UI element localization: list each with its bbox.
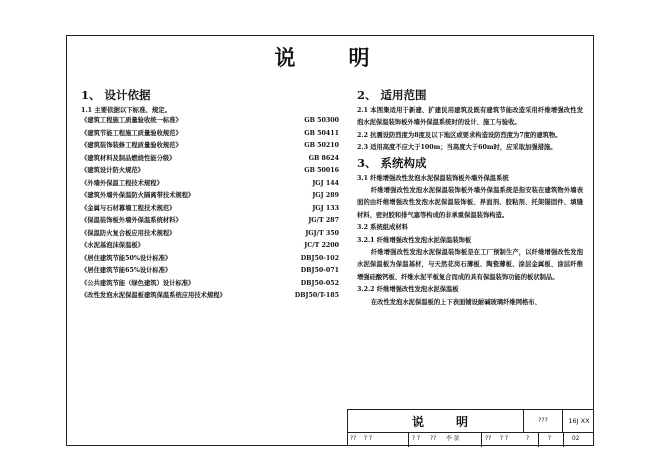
- standard-code: JGJ 133: [312, 204, 339, 212]
- standard-code: GB 50016: [304, 167, 339, 174]
- atlas-number: 16J XX: [568, 417, 590, 425]
- page-number: 02: [572, 436, 580, 442]
- standard-code: JC/T 2200: [304, 242, 339, 249]
- standard-row: [81, 153, 339, 166]
- title-block-name: 说 明: [412, 415, 479, 429]
- title-block-signature-row: [348, 432, 594, 447]
- standard-row: [81, 215, 339, 228]
- standard-name: 《外墙外保温工程技术规程》: [81, 179, 163, 187]
- tb-cell-check-label: ? ?: [412, 436, 420, 442]
- paragraph-3-2-title: 3.2 系统组成材料: [357, 224, 408, 232]
- tb-cell-checker-sign: ??: [430, 436, 437, 442]
- paragraph-3-2-2-body: 在改性发泡水泥保温板的上下表面铺设耐碱玻璃纤维网格布、: [370, 298, 541, 306]
- scope-column: [357, 88, 583, 309]
- paragraph-3-2-2-title: 3.2.2 纤维增强改性发泡水泥保温板: [357, 286, 459, 294]
- tb-cell-design-label: ??: [485, 436, 492, 442]
- standard-code: GB 50411: [304, 129, 339, 137]
- tb-cell-designer: 李 蕾: [446, 436, 460, 442]
- standard-name: 《居住建筑节能65%设计标准》: [81, 267, 172, 274]
- standard-name: 《建筑材料及制品燃烧性能分级》: [81, 154, 176, 162]
- standard-row: [81, 115, 339, 128]
- standard-code: DBJ50-052: [300, 279, 339, 287]
- tb-cell-page-label: ?: [548, 436, 552, 442]
- basis-intro: 1.1 主要依据以下标准、规定。: [81, 106, 172, 114]
- standards-list: [81, 115, 339, 303]
- standard-code: JGJ 144: [312, 179, 339, 187]
- paragraph-2-2: 2.2 抗震设防烈度为8度及以下地区或要求构造设防烈度为7度的建筑物。: [357, 131, 562, 139]
- standard-row: [81, 278, 339, 291]
- title-block-top-row: [348, 410, 594, 433]
- standard-row: [81, 290, 339, 303]
- standard-name: 《建筑工程施工质量验收统一标准》: [81, 117, 182, 124]
- standard-row: [81, 228, 339, 241]
- tb-cell-extra: ?: [526, 436, 530, 442]
- standard-code: GB 8624: [308, 154, 339, 162]
- drawing-sheet: [66, 35, 594, 446]
- standard-row: [81, 190, 339, 203]
- standard-row: [81, 203, 339, 216]
- standard-name: 《建筑节能工程施工质量验收规范》: [81, 129, 182, 137]
- standard-name: 《建筑外墙外保温防火隔离带技术规程》: [81, 192, 195, 199]
- title-block: [347, 409, 594, 446]
- standard-name: 《建筑设计防火规范》: [81, 167, 144, 174]
- paragraph-3-1-body: 纤维增强改性发泡水泥保温装饰板外墙外保温系统是指安装在建筑物外墙表面的由纤维增强改性发泡水泥保温装饰板、界面剂、胶粘剂、托架锚固件、填缝材料、密封胶和排气塞等构成的非承重保温装饰构造。: [357, 187, 583, 219]
- standard-name: 《保温防火复合板应用技术规程》: [81, 229, 176, 237]
- standard-code: GB 50210: [304, 142, 339, 149]
- standard-name: 《公共建筑节能（绿色建筑）设计标准》: [81, 279, 195, 287]
- standard-code: DBJ50/T-185: [294, 292, 339, 299]
- paragraph-3-2-1-title: 3.2.1 纤维增强改性发泡水泥保温装饰板: [357, 236, 472, 244]
- standard-code: JGJ 289: [312, 192, 339, 199]
- standard-name: 《金属与石材幕墙工程技术规范》: [81, 204, 176, 212]
- atlas-number-label: ???: [523, 410, 563, 432]
- standard-name: 《建筑装饰装修工程质量验收规范》: [81, 142, 182, 149]
- standard-name: 《保温装饰板外墙外保温系统材料》: [81, 217, 182, 224]
- standard-row: [81, 178, 339, 191]
- paragraph-2-1: 2.1 本图集适用于新建、扩建民用建筑及既有建筑节能改造采用纤维增强改性发泡水泥保温装饰板外墙外保温系统时的设计、施工与验收。: [357, 107, 583, 127]
- standard-name: 《改性发泡水泥保温板建筑保温系统应用技术规程》: [81, 292, 226, 299]
- tb-cell-design-sign: ? ?: [500, 436, 508, 442]
- standard-name: 《水泥基泡沫保温板》: [81, 242, 144, 249]
- standard-code: JG/T 287: [308, 217, 339, 224]
- paragraph-2-3: 2.3 适用高度不应大于100m；当高度大于60m时，应采取加强措施。: [357, 144, 557, 152]
- tb-cell-review-label: ??: [350, 436, 357, 442]
- standard-row: [81, 140, 339, 153]
- standard-code: GB 50300: [304, 117, 339, 124]
- standard-row: [81, 240, 339, 253]
- section-3-heading: 3、 系统构成: [357, 155, 427, 170]
- standard-row: [81, 265, 339, 278]
- paragraph-3-1-title: 3.1 纤维增强改性发泡水泥保温装饰板外墙外保温系统: [357, 174, 509, 182]
- standard-row: [81, 165, 339, 178]
- standard-code: JGJ/T 350: [305, 229, 339, 237]
- section-1-heading: 1、 设计依据: [81, 88, 151, 102]
- standard-row: [81, 253, 339, 266]
- page-title: 说 明: [274, 45, 386, 70]
- paragraph-3-2-1-body: 纤维增强改性发泡水泥保温装饰板是在工厂预制生产，以纤维增强改性发泡水泥保温板为保温基材，与天然花岗石薄板、陶瓷薄板、涂层金属板、涂层纤维增强硅酸钙板、纤维水泥平板复合而成的具有保温装饰功能的板状制品。: [357, 249, 583, 281]
- section-2-heading: 2、 适用范围: [357, 88, 427, 102]
- standard-code: DBJ50-071: [300, 267, 339, 274]
- standard-name: 《居住建筑节能50%设计标准》: [81, 254, 172, 262]
- standard-code: DBJ50-102: [300, 254, 339, 262]
- standard-row: [81, 128, 339, 141]
- design-basis-column: [81, 88, 339, 303]
- tb-cell-reviewer: ? ?: [364, 436, 372, 442]
